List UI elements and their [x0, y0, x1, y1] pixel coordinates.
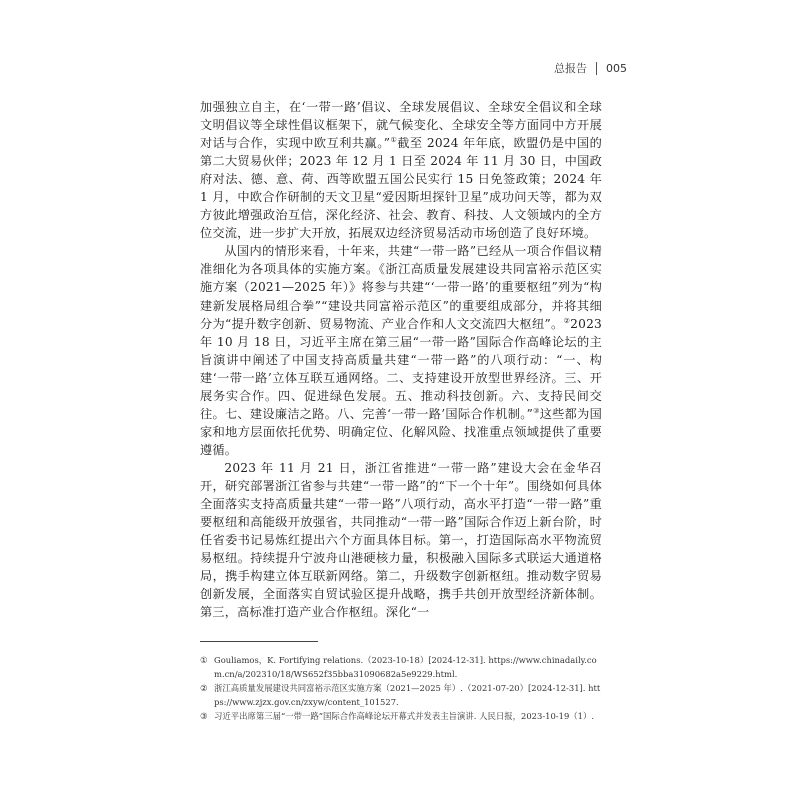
paragraph-2-text-2: 2023 年 10 月 18 日，习近平主席在第三届“一带一路”国际合作高峰论坛的主旨演讲中阐述了中国支持高质量共建“一带一路”的八项行动：“一、构建‘一带一路’立体互联互通网络。二、支持建设开放型世界经济。三、开展务实合作。四、促进绿色发展。五、推动科技创新。六、支持民间交往。七、建设廉洁之路。八、完善‘一带一路’国际合作机制。” — [200, 316, 602, 421]
footnote-2 — [200, 682, 602, 709]
footnote-text: Gouliamos，K. Fortifying relations.（2023-10-18）[2024-12-31]. https://www.chinadaily.com.cn/a/202310/18/WS652f35bba31090682a5e9229.html. — [214, 655, 597, 679]
paragraph-3 — [200, 459, 602, 621]
footnote-text: 浙江高质量发展建设共同富裕示范区实施方案（2021—2025 年）.（2021-07-20）[2024-12-31]. https://www.zjzx.gov.cn/zxyw/content_101527. — [214, 683, 601, 707]
page-number: 005 — [606, 61, 627, 75]
footnote-ref-2[interactable]: ② — [563, 316, 571, 325]
paragraph-2-text-3: 这些都为国家和地方层面依托优势、明确定位、化解风险、找准重点领域提供了重要遵循。 — [200, 406, 602, 457]
footnote-1 — [200, 654, 602, 681]
header-divider — [596, 62, 597, 75]
body-text — [200, 98, 602, 621]
footnote-3 — [200, 710, 602, 724]
footnote-mark: ③ — [200, 711, 208, 722]
running-header — [554, 60, 627, 76]
footnote-mark: ② — [200, 683, 208, 694]
footnote-divider — [200, 641, 318, 642]
paragraph-2 — [200, 242, 602, 459]
paragraph-1-text-2: 截至 2024 年年底，欧盟仍是中国的第二大贸易伙伴；2023 年 12 月 1 日至 2024 年 11 月 30 日，中国政府对法、德、意、荷、西等欧盟五国公民实行 15 日免签政策；2024 年 1 月，中欧合作研制的天文卫星“爱因斯坦探针卫星”成功问天等，都为双方彼此增强政治互信，深化经济、社会、教育、科技、人文领域内的全方位交流，进一步扩大开放，拓展双边经济贸易活动市场创造了良好环境。 — [200, 136, 602, 241]
footnote-mark: ① — [200, 655, 208, 665]
footnotes — [200, 654, 602, 725]
footnote-ref-3[interactable]: ③ — [533, 406, 540, 415]
paragraph-1-text-1: 加强独立自主，在‘一带一路’倡议、全球发展倡议、全球安全倡议和全球文明倡议等全球性倡议框架下，就气候变化、全球安全等方面同中方开展对话与合作，实现中欧互利共赢。” — [200, 100, 602, 151]
footnote-text: 习近平出席第三届“一带一路”国际合作高峰论坛开幕式并发表主旨演讲. 人民日报，2023-10-19（1）. — [214, 711, 595, 722]
paragraph-3-text-1: 2023 年 11 月 21 日，浙江省推进“一带一路”建设大会在金华召开，研究部署浙江省参与共建“一带一路”的“下一个十年”。围绕如何具体全面落实支持高质量共建“一带一路”八项行动，高水平打造“一带一路”重要枢纽和高能级开放强省，共同推动“一带一路”国际合作迈上新台阶，时任省委书记易炼红提出六个方面具体目标。第一，打造国际高水平物流贸易枢纽。持续提升宁波舟山港硬核力量，积极融入国际多式联运大通道格局，携手构建立体互联新网络。第二，升级数字创新枢纽。推动数字贸易创新发展，全面落实自贸试验区提升战略，携手共创开放型经济新体制。第三，高标准打造产业合作枢纽。深化“一 — [200, 460, 602, 620]
paragraph-1 — [200, 98, 602, 242]
footnote-ref-1[interactable]: ① — [390, 136, 398, 145]
section-title: 总报告 — [554, 62, 587, 75]
paragraph-2-text-1: 从国内的情形来看，十年来，共建“一带一路”已经从一项合作倡议精准细化为各项具体的实施方案。《浙江高质量发展建设共同富裕示范区实施方案（2021—2025 年）》将参与共建“‘一带一路’的重要枢纽”列为“构建新发展格局组合拳”“建设共同富裕示范区”的重要组成部分，并将其细分为“提升数字创新、贸易物流、产业合作和人文交流四大枢纽”。 — [200, 244, 602, 331]
